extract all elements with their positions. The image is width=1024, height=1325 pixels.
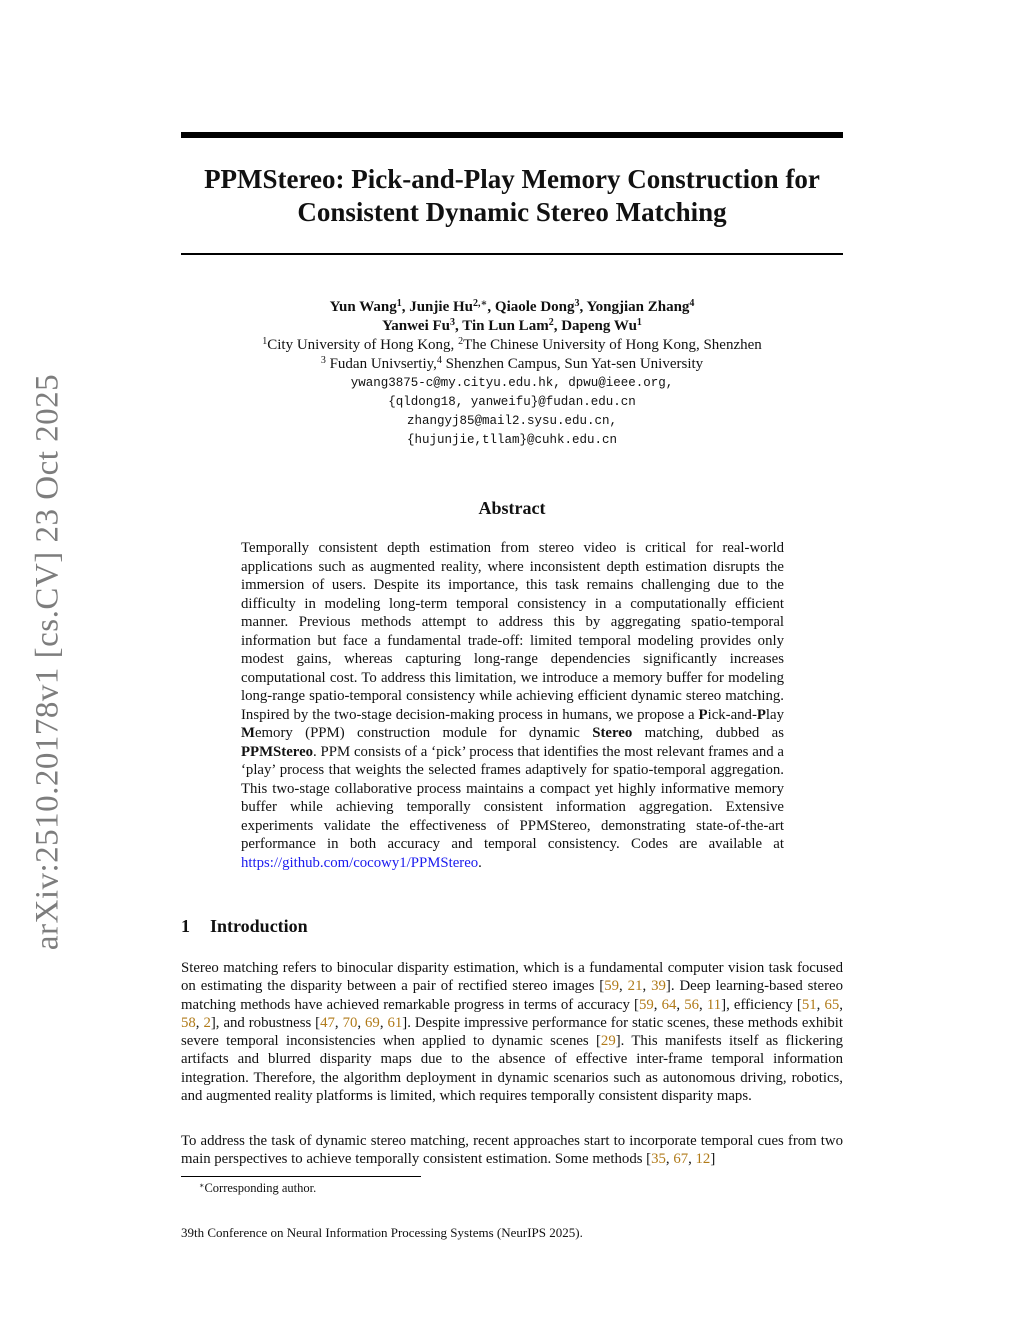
paragraph-text: , <box>379 1014 388 1031</box>
section-heading-introduction <box>181 916 308 937</box>
footnote-rule <box>181 1176 421 1177</box>
paragraph-text: , <box>653 996 662 1013</box>
author-affiliation-mark: 3 <box>450 317 456 328</box>
citation-link[interactable]: 12 <box>695 1151 711 1168</box>
affiliation-mark: 3 <box>320 355 326 366</box>
paragraph-text: , <box>839 996 843 1013</box>
abstract-bold: Stereo <box>592 725 633 741</box>
affiliation-line-1 <box>181 336 843 355</box>
paragraph-text: , <box>665 1151 674 1168</box>
affiliation-mark: 2 <box>458 336 464 347</box>
affiliation-mark: 4 <box>436 355 442 366</box>
paragraph-text: Stereo matching refers to binocular disparity estimation, which is a fundamental computer vision task focused on estimating the disparity between a pair of rectified stereo images [ <box>181 960 843 995</box>
author-block <box>181 298 843 450</box>
citation-link[interactable]: 56 <box>684 996 700 1013</box>
author-affiliation-mark: 1 <box>396 298 402 309</box>
paper-title <box>181 163 843 229</box>
author-names-line-1: Yun Wang$^1$, Junjie $Hu^{2,∗}$, Qiaole Dong$^3$, Yongjian Zhang$^4$ <box>329 298 695 315</box>
footnote-mark: ∗ <box>199 1181 205 1190</box>
intro-paragraph-2 <box>181 1132 843 1169</box>
citation-link[interactable]: 29 <box>600 1033 616 1050</box>
abstract-text: Temporally consistent depth estimation from stereo video is critical for real-world applications such as augmented reality, where inconsistent depth estimation disrupts the immersion of users. Despite its importance, this task remains challenging due to the difficulty in modeling long-term temporal consistency in a computationally efficient manner. Previous methods attempt to address this by aggregating spatio-temporal information but face a fundamental trade-off: limited temporal modeling provides only modest gains, whereas capturing long-range dependencies significantly increases computational cost. To address this limitation, we introduce a memory buffer for modeling long-range spatio-temporal consistency while achieving efficient dynamic stereo matching. Inspired by the two-stage decision-making process in humans, we propose a <box>241 540 784 723</box>
citation-link[interactable]: 58 <box>181 1014 196 1031</box>
affiliation-mark: 1 <box>262 336 268 347</box>
paragraph-text: To address the task of dynamic stereo matching, recent approaches start to incorporate temporal cues from two main perspectives to achieve temporally consistent estimation. Some methods [ <box>181 1133 843 1168</box>
abstract-text: lay <box>765 706 784 723</box>
citation-link[interactable]: 47 <box>320 1014 335 1031</box>
citation-link[interactable]: 39 <box>651 978 666 995</box>
affiliation-text: Fudan Univsertiy, <box>325 356 437 372</box>
author-affiliation-mark: 1 <box>636 317 642 328</box>
citation-link[interactable]: 59 <box>638 996 654 1013</box>
paragraph-text: , <box>357 1014 366 1031</box>
citation-link[interactable]: 51 <box>801 996 817 1013</box>
section-title: Introduction <box>210 916 308 936</box>
email-line: ywang3875-c@my.cityu.edu.hk, dpwu@ieee.org, <box>350 376 674 390</box>
author-name: Tin Lun Lam <box>462 318 549 334</box>
email-line: zhangyj85@mail2.sysu.edu.cn, <box>406 414 618 428</box>
abstract-bold: M <box>241 725 255 741</box>
email-line: {qldong18, yanweifu}@fudan.edu.cn <box>388 395 636 409</box>
citation-link[interactable]: 64 <box>661 996 677 1013</box>
email-line: {hujunjie,tllam}@cuhk.edu.cn <box>406 433 618 447</box>
paragraph-text: ], efficiency [ <box>721 996 802 1013</box>
author-name: Junjie Hu <box>409 299 473 315</box>
abstract-text: . PPM consists of a ‘pick’ process that identifies the most relevant frames and a ‘play’ process that weights the selected frames adaptively for spatio-temporal aggregation. This two-stage collaborative process maintains a compact yet highly informative memory buffer while achieving temporally consistent information aggregation. Extensive experiments validate the effectiveness of PPMStereo, demonstrating state-of-the-art performance in both accuracy and temporal consistency. Codes are available at <box>241 743 784 852</box>
abstract-text: ick-and- <box>707 706 757 723</box>
abstract-body <box>241 539 784 872</box>
abstract-text: emory (PPM) construction module for dynamic <box>254 725 593 741</box>
paragraph-text: , <box>619 978 628 995</box>
affiliation-text: The Chinese University of Hong Kong, Shenzhen <box>463 337 762 353</box>
paragraph-text: ]. Despite impressive performance for static scenes, these methods exhibit severe temporal inconsistencies when applied to dynamic scenes [ <box>181 1014 843 1050</box>
affiliation-text: City University of Hong Kong, <box>267 337 459 353</box>
paragraph-text: ], and robustness [ <box>210 1014 321 1031</box>
citation-link[interactable]: 59 <box>604 978 620 995</box>
abstract-text: . <box>478 854 482 871</box>
code-link[interactable]: https://github.com/cocowy1/PPMStereo <box>241 854 479 871</box>
author-name: Qiaole Dong <box>494 299 575 315</box>
citation-link[interactable]: 69 <box>365 1014 380 1031</box>
citation-link[interactable]: 67 <box>673 1151 689 1168</box>
paragraph-text: ]. This manifests itself as flickering artifacts and blurred disparity maps due to the absence of effective inter-frame temporal information integration. Therefore, the algorithm deployment in dynamic scenarios such as autonomous driving, robotics, and augmented reality platforms is limited, which requires temporally consistent disparity maps. <box>181 1033 843 1105</box>
abstract-text: matching, dubbed as <box>632 725 785 741</box>
author-affiliation-mark: 3 <box>574 298 580 309</box>
title-line-1: PPMStereo: Pick-and-Play Memory Construction for <box>204 164 820 194</box>
citation-link[interactable]: 70 <box>342 1014 358 1031</box>
paragraph-text: , <box>642 978 652 995</box>
paragraph-text: , <box>334 1014 343 1031</box>
author-name: Yun Wang <box>329 299 397 315</box>
section-number: 1 <box>181 916 190 936</box>
abstract-bold: P <box>756 706 766 723</box>
abstract-heading: Abstract <box>478 498 546 518</box>
paragraph-text: ] <box>710 1151 716 1168</box>
venue-footer: 39th Conference on Neural Information Processing Systems (NeurIPS 2025). <box>181 1225 583 1240</box>
paragraph-text: , <box>676 996 685 1013</box>
footnote <box>199 1181 316 1196</box>
author-affiliation-mark: 4 <box>689 298 695 309</box>
title-line-2: Consistent Dynamic Stereo Matching <box>297 197 727 227</box>
citation-link[interactable]: 35 <box>651 1151 666 1168</box>
affiliation-text: Shenzhen Campus, Sun Yat-sen University <box>441 356 704 372</box>
author-affiliation-mark: 2 <box>548 317 554 328</box>
intro-paragraph-1 <box>181 959 843 1105</box>
paragraph-text: , <box>688 1151 696 1168</box>
citation-link[interactable]: 21 <box>627 978 643 995</box>
paragraph-text: , <box>699 996 707 1013</box>
title-bottom-rule <box>181 253 843 255</box>
author-names-line-2: Yanwei Fu$^3$, Tin Lun Lam$^2$, Dapeng Wu$^1$ <box>382 317 642 334</box>
author-name: Yanwei Fu <box>382 318 451 334</box>
citation-link[interactable]: 65 <box>824 996 840 1013</box>
citation-link[interactable]: 2 <box>203 1014 211 1031</box>
paragraph-text: , <box>195 1014 204 1031</box>
citation-link[interactable]: 61 <box>387 1014 403 1031</box>
author-name: Yongjian Zhang <box>586 299 690 315</box>
author-affiliation-mark: 2,∗ <box>472 298 488 309</box>
arxiv-identifier: arXiv:2510.20178v1 [cs.CV] 23 Oct 2025 <box>29 373 66 951</box>
author-name: Dapeng Wu <box>561 318 637 334</box>
footnote-text: Corresponding author. <box>204 1181 317 1195</box>
paragraph-text: , <box>816 996 825 1013</box>
paragraph-text: ]. Deep learning-based stereo matching methods have achieved remarkable progress in terms of accuracy [ <box>181 978 843 1013</box>
abstract-bold: PPMStereo <box>241 743 314 760</box>
affiliation-line-2 <box>181 355 843 374</box>
abstract-bold: P <box>698 706 708 723</box>
citation-link[interactable]: 11 <box>706 996 722 1013</box>
title-top-rule <box>181 132 843 138</box>
